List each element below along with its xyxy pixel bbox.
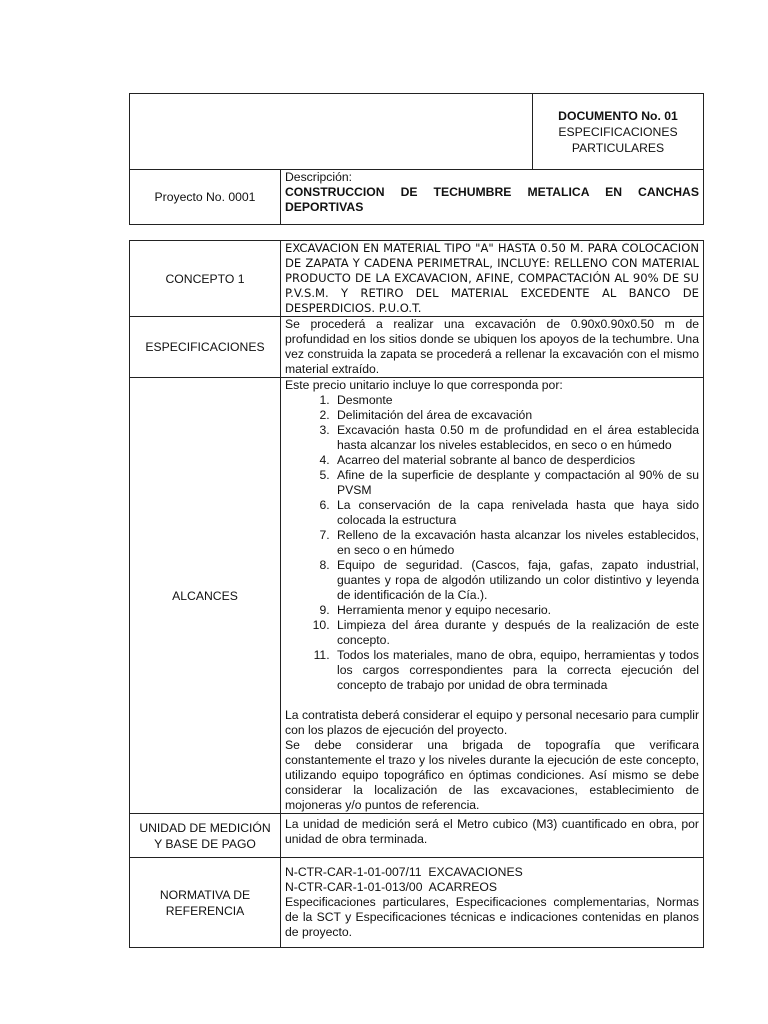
project-number xyxy=(130,170,281,225)
normativa-line-2: N-CTR-CAR-1-01-013/00 ACARREOS xyxy=(285,880,497,894)
document-info xyxy=(533,94,704,170)
normativa-label-line2: REFERENCIA xyxy=(165,903,245,918)
row-normativa xyxy=(130,858,704,948)
unidad-text: La unidad de medición será el Metro cubico (M3) cuantificado en obra, por unidad de obra terminada. xyxy=(281,814,704,858)
alcances-list-item: 1. Desmonte xyxy=(333,393,699,408)
row-alcances xyxy=(130,378,704,814)
especificaciones-text: Se procederá a realizar una excavación de 0.90x0.90x0.50 m de profundidad en los sitios donde se ubiquen los apoyos de la techumbre. Una vez construida la zapata se procederá a rellenar la excavación con el mismo material extraído. xyxy=(281,317,704,378)
header-table xyxy=(129,93,704,225)
document-number: DOCUMENTO No. 01 xyxy=(558,109,678,123)
alcances-list-item: 11. Todos los materiales, mano de obra, equipo, herramientas y todos los cargos correspondientes para la correcta ejecución del concepto de trabajo por unidad de obra terminada xyxy=(333,648,699,693)
concepto-label: CONCEPTO 1 xyxy=(130,241,281,317)
alcances-intro: Este precio unitario incluye lo que corresponda por: xyxy=(285,378,563,392)
row-unidad xyxy=(130,814,704,858)
description-value: CONSTRUCCION DE TECHUMBRE METALICA EN CANCHAS DEPORTIVAS xyxy=(285,185,699,214)
alcances-list-item: 5. Afine de la superficie de desplante y compactación al 90% de su PVSM xyxy=(333,468,699,498)
normativa-content xyxy=(281,858,704,948)
alcances-list-item: 6. La conservación de la capa renivelada hasta que haya sido colocada la estructura xyxy=(333,498,699,528)
project-number-label: Proyecto No. 0001 xyxy=(154,190,256,204)
alcances-list-item: 2. Delimitación del área de excavación xyxy=(333,408,699,423)
project-description xyxy=(281,170,704,225)
normativa-label xyxy=(130,858,281,948)
description-label: Descripción: xyxy=(285,170,353,184)
alcances-list xyxy=(285,393,699,693)
unidad-label-line1: UNIDAD DE MEDICIÓN xyxy=(139,820,271,835)
row-concepto xyxy=(130,241,704,317)
concepto-text: EXCAVACION EN MATERIAL TIPO "A" HASTA 0.50 M. PARA COLOCACION DE ZAPATA Y CADENA PERIMETRAL, INCLUYE: RELLENO CON MATERIAL PRODUCTO DE LA EXCAVACION, AFINE, COMPACTACIÓN AL 90% DE SU P.V.S.M. Y RETIRO DEL MATERIAL EXCEDENTE AL BANCO DE DESPERDICIOS. P.U.O.T. xyxy=(281,241,704,317)
normativa-line-1: N-CTR-CAR-1-01-007/11 EXCAVACIONES xyxy=(285,865,523,879)
row-especificaciones xyxy=(130,317,704,378)
alcances-list-item: 10. Limpieza del área durante y después de la realización de este concepto. xyxy=(333,618,699,648)
alcances-list-item: 4. Acarreo del material sobrante al banco de desperdicios xyxy=(333,453,699,468)
document-type-line2: PARTICULARES xyxy=(571,141,665,155)
normativa-label-line1: NORMATIVA DE xyxy=(159,887,251,902)
alcances-list-item: 9. Herramienta menor y equipo necesario. xyxy=(333,603,699,618)
logo-area xyxy=(130,94,533,170)
alcances-list-item: 7. Relleno de la excavación hasta alcanzar los niveles establecidos, en seco o en húmedo xyxy=(333,528,699,558)
alcances-paragraph-2: Se debe considerar una brigada de topografía que verificara constantemente el trazo y los niveles durante la ejecución de este concepto, utilizando equipo topográfico en óptimas condiciones. Así mismo se debe considerar la localización de las excavaciones, establecimiento de mojoneras y/o puntos de referencia. xyxy=(285,738,699,812)
alcances-paragraph-1: La contratista deberá considerar el equipo y personal necesario para cumplir con los plazos de ejecución del proyecto. xyxy=(285,708,699,737)
alcances-list-item: 3. Excavación hasta 0.50 m de profundidad en el área establecida hasta alcanzar los niveles establecidos, en seco o en húmedo xyxy=(333,423,699,453)
alcances-label: ALCANCES xyxy=(130,378,281,814)
specification-table xyxy=(129,240,704,948)
unidad-label-line2: Y BASE DE PAGO xyxy=(154,836,256,851)
especificaciones-label: ESPECIFICACIONES xyxy=(130,317,281,378)
alcances-list-item: 8. Equipo de seguridad. (Cascos, faja, gafas, zapato industrial, guantes y ropa de algodón utilizando un color distintivo y leyenda de identificación de la Cía.). xyxy=(333,558,699,603)
normativa-text: Especificaciones particulares, Especificaciones complementarias, Normas de la SCT y Especificaciones técnicas e indicaciones contenidas en planos de proyecto. xyxy=(285,895,699,939)
unidad-label xyxy=(130,814,281,858)
alcances-content xyxy=(281,378,704,814)
document-type-line1: ESPECIFICACIONES xyxy=(558,125,678,139)
